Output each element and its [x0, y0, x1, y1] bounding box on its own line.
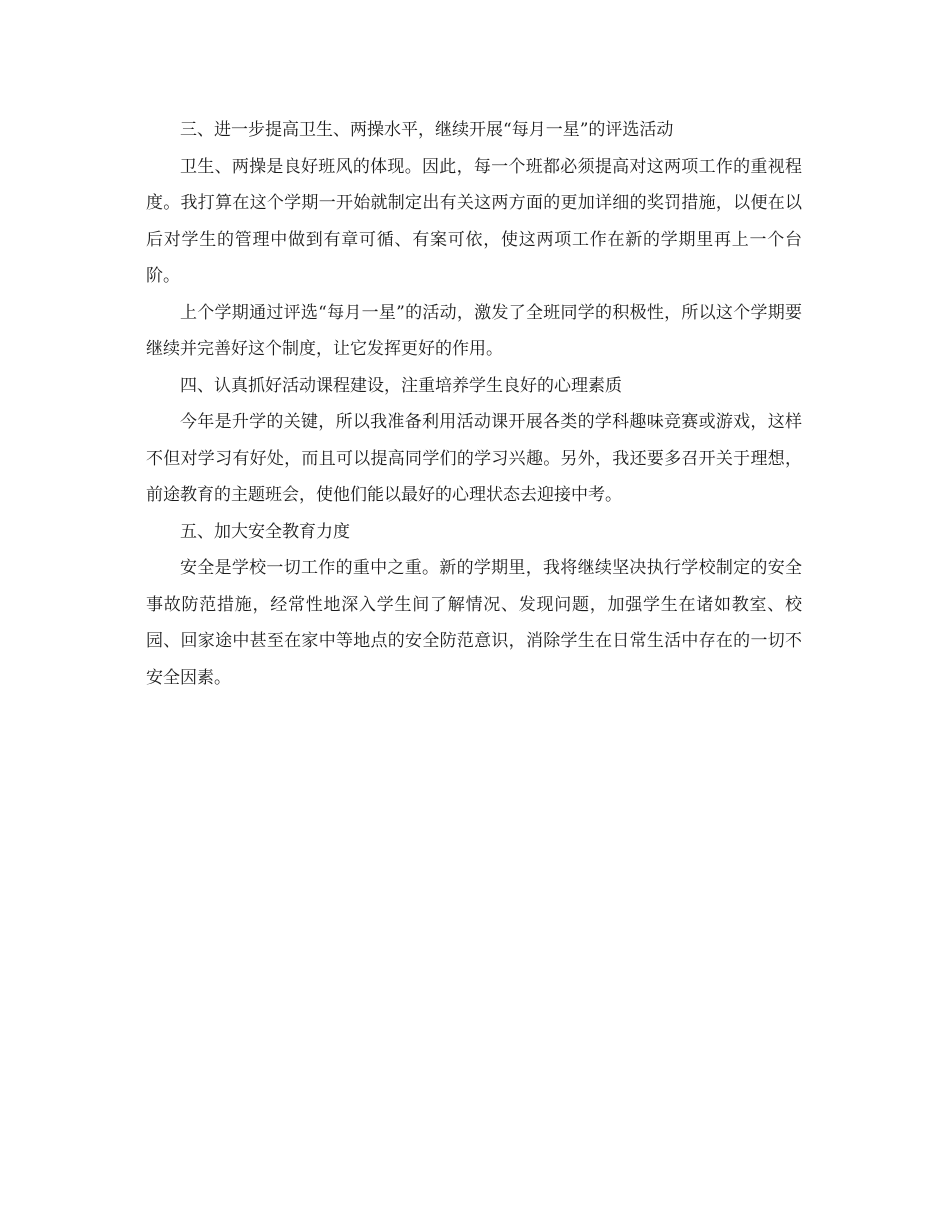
section-heading-hygiene: 三、进一步提高卫生、两操水平，继续开展“每月一星”的评选活动	[180, 120, 674, 140]
paragraph-hygiene-measures: 卫生、两操是良好班风的体现。因此，每一个班都必须提高对这两项工作的重视程度。我打算在这个学期一开始就制定出有关这两方面的更加详细的奖罚措施，以便在以后对学生的管理中做到有章可循、有案可依，使这两项工作在新的学期里再上一个台阶。	[146, 156, 802, 286]
paragraph-safety: 安全是学校一切工作的重中之重。新的学期里，我将继续坚决执行学校制定的安全事故防范措施，经常性地深入学生间了解情况、发现问题，加强学生在诸如教室、校园、回家途中甚至在家中等地点的安全防范意识，消除学生在日常生活中存在的一切不安全因素。	[146, 558, 802, 688]
section-heading-activity-courses: 四、认真抓好活动课程建设，注重培养学生良好的心理素质	[180, 375, 622, 396]
document-body	[146, 112, 802, 696]
paragraph-activity-courses: 今年是升学的关键，所以我准备利用活动课开展各类的学科趣味竞赛或游戏，这样不但对学习有好处，而且可以提高同学们的学习兴趣。另外，我还要多召开关于理想，前途教育的主题班会，使他们能以最好的心理状态去迎接中考。	[146, 412, 802, 505]
section-heading-safety: 五、加大安全教育力度	[180, 521, 350, 542]
paragraph-star-of-month: 上个学期通过评选“每月一星”的活动，激发了全班同学的积极性，所以这个学期要继续并完善好这个制度，让它发挥更好的作用。	[146, 302, 802, 359]
